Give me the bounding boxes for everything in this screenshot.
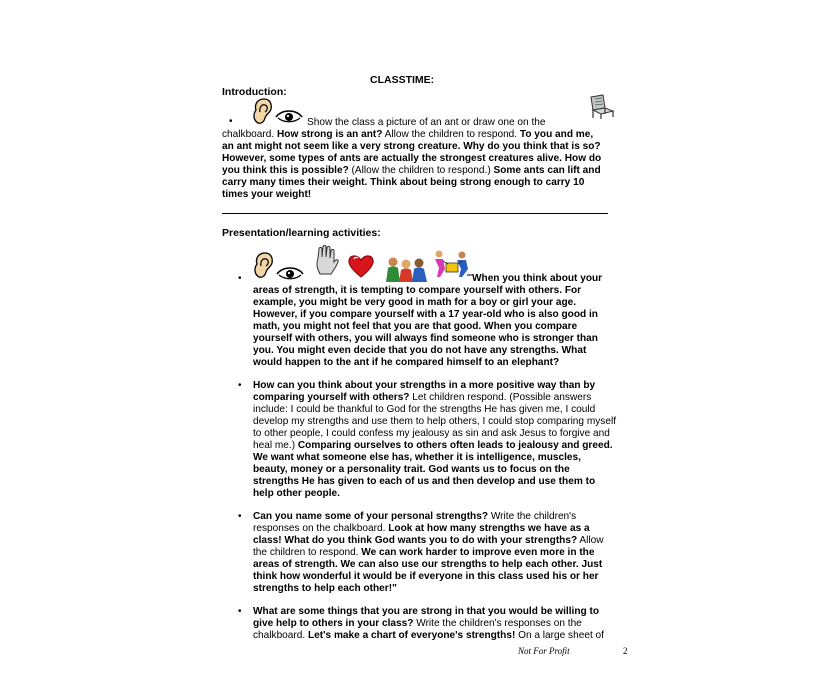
presentation-heading: Presentation/learning activities: xyxy=(222,227,381,239)
bullet2-line-6: heal me.) Comparing ourselves to others often leads to jealousy and greed. xyxy=(253,440,613,451)
bullet1-line-4: However, if you compare yourself with a 17 year-old who is also good in xyxy=(253,309,598,320)
bullet2-line-7: We want what someone else has, whether it is intelligence, muscles, xyxy=(253,452,581,463)
bullet-marker: • xyxy=(238,606,242,617)
bullet2-line-2: comparing yourself with others? Let children respond. (Possible answers xyxy=(253,392,592,403)
bullet-marker: • xyxy=(238,273,242,284)
bullet3-line-7: strengths to help each other!" xyxy=(253,583,397,594)
intro-line-4: However, some types of ants are actually the strongest creatures alive. How do xyxy=(222,153,602,164)
bullet1-line-3: example, you might be very good in math for a boy or girl your age. xyxy=(253,297,577,308)
bullet2-line-3: include: I could be thankful to God for the strengths He has given me, I could xyxy=(253,404,596,415)
hand-icon xyxy=(312,244,340,276)
page-title: CLASSTIME: xyxy=(370,74,435,86)
heart-icon xyxy=(347,253,375,278)
bullet3-line-3: class! What do you think God wants you to do with your strengths? Allow xyxy=(253,535,604,546)
bullet3-line-5: areas of strength. We can also use our strengths to help each other. Just xyxy=(253,559,603,570)
page-number: 2 xyxy=(623,646,628,656)
intro-line-3: an ant might not seem like a very strong creature. Why do you think that is so? xyxy=(222,141,601,152)
bullet2-line-1: How can you think about your strengths in a more positive way than by xyxy=(253,380,596,391)
people-helping-icon xyxy=(431,249,473,279)
bullet2-line-8: beauty, money or a personality trait. God wants us to focus on the xyxy=(253,464,570,475)
ear-icon xyxy=(251,98,273,125)
bullet1-line-8: would happen to the ant if he compared himself to an elephant? xyxy=(253,357,560,368)
eye-icon xyxy=(275,108,303,124)
chair-icon xyxy=(587,94,617,120)
bullet3-line-1: Can you name some of your personal strengths? Write the children's xyxy=(253,511,577,522)
bullet4-line-3: chalkboard. Let's make a chart of everyone's strengths! On a large sheet of xyxy=(253,630,604,641)
intro-line-7: times your weight! xyxy=(222,189,312,200)
bullet1-line-5: math, you might not feel that you are that good. When you compare xyxy=(253,321,578,332)
bullet1-line-7: you. You might even decide that you do not have any strengths. What xyxy=(253,345,587,356)
intro-line-2: chalkboard. How strong is an ant? Allow the children to respond. To you and me, xyxy=(222,129,594,140)
section-divider xyxy=(222,213,608,214)
intro-line-5: you think this is possible? (Allow the children to respond.) Some ants can lift and xyxy=(222,165,601,176)
bullet3-line-6: think how wonderful it would be if everyone in this class used his or her xyxy=(253,571,599,582)
eye-icon xyxy=(276,265,304,281)
bullet-marker: • xyxy=(229,116,233,127)
bullet1-line-1: When you think about your xyxy=(472,273,603,284)
children-icon xyxy=(384,256,430,282)
page-footer: Not For Profit xyxy=(518,646,570,656)
ear-icon xyxy=(252,252,274,279)
bullet2-line-4: develop my strengths and use them to help others, I could stop comparing myself xyxy=(253,416,617,427)
bullet2-line-9: strengths He has given to each of us and then develop and use them to xyxy=(253,476,596,487)
bullet3-line-2: responses on the chalkboard. Look at how many strengths we have as a xyxy=(253,523,590,534)
bullet3-line-4: the children to respond. We can work harder to improve even more in the xyxy=(253,547,595,558)
bullet2-line-5: to other people, I could confess my jealousy as sin and ask Jesus to forgive and xyxy=(253,428,610,439)
bullet1-line-6: yourself with others, you will always find someone who is stronger than xyxy=(253,333,598,344)
bullet-marker: • xyxy=(238,380,242,391)
bullet2-line-10: help other people. xyxy=(253,488,340,499)
intro-heading: Introduction: xyxy=(222,86,287,98)
bullet4-line-1: What are some things that you are strong in that you would be willing to xyxy=(253,606,600,617)
intro-line-6: carry many times their weight. Think about being strong enough to carry 10 xyxy=(222,177,585,188)
bullet-marker: • xyxy=(238,511,242,522)
bullet1-line-2: areas of strength, it is tempting to compare yourself with others. For xyxy=(253,285,582,296)
intro-line-1: Show the class a picture of an ant or draw one on the xyxy=(307,117,546,128)
bullet4-line-2: give help to others in your class? Write the children's responses on the xyxy=(253,618,582,629)
